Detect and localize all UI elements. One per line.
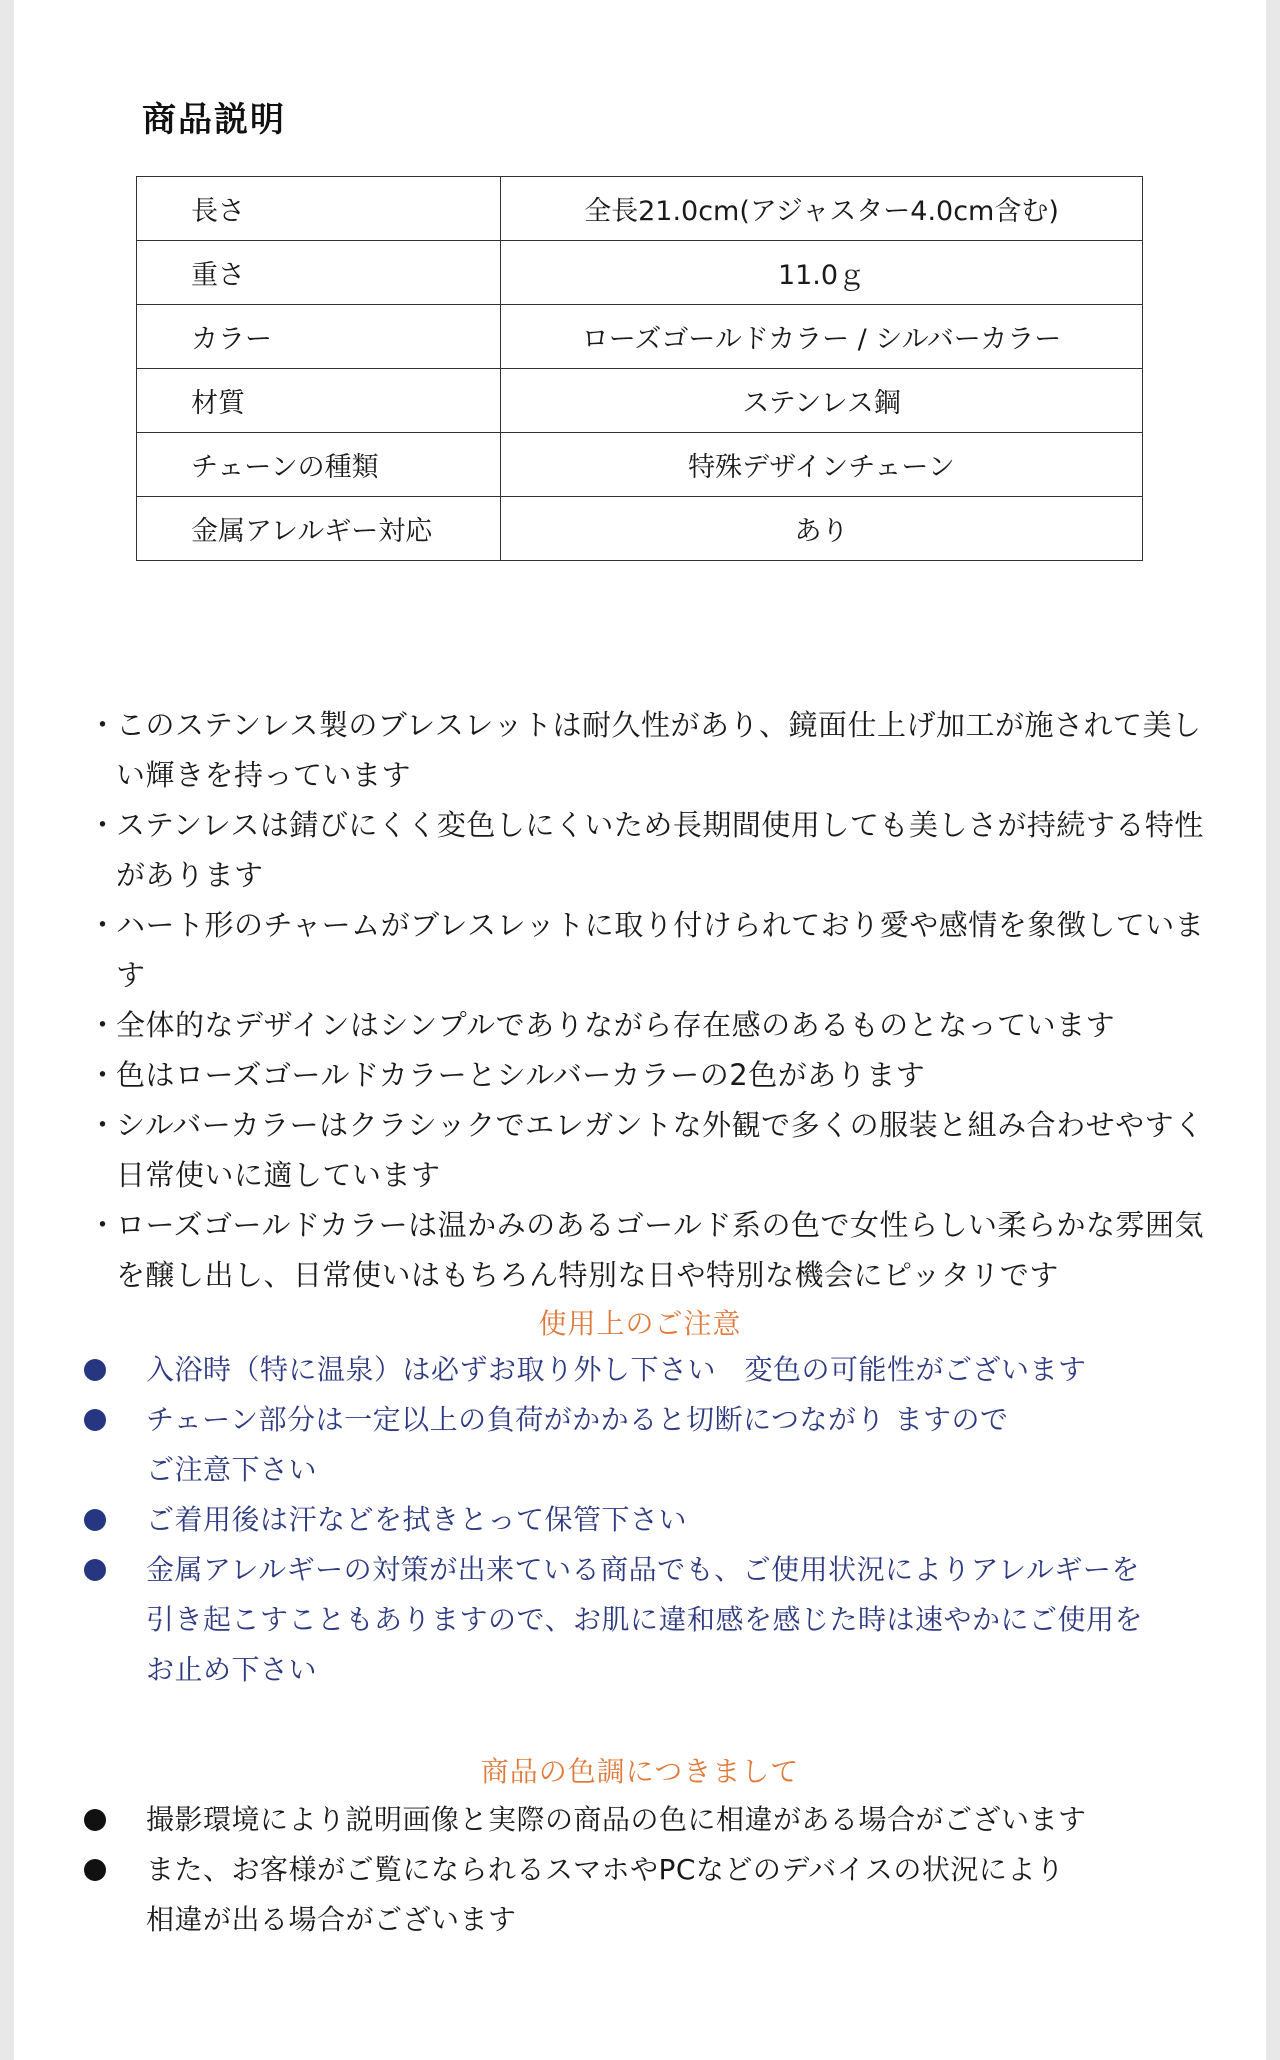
list-item — [72, 1795, 1222, 1845]
list-item — [72, 1845, 1222, 1945]
spec-table — [136, 176, 1143, 561]
spec-value: ステンレス鋼 — [501, 369, 1143, 433]
spec-label: チェーンの種類 — [137, 433, 501, 497]
caution-text: 金属アレルギーの対策が出来ている商品でも、ご使用状況によりアレルギーを 引き起こすこともありますので、お肌に違和感を感じた時は速やかにご使用を お止め下さい — [146, 1553, 1143, 1686]
list-item — [82, 1000, 1222, 1050]
caution-text: 入浴時（特に温泉）は必ずお取り外し下さい 変色の可能性がございます — [146, 1353, 1087, 1386]
list-item-text: ステンレスは錆びにくく変色しにくいため長期間使用しても美しさが持続する特性があります — [116, 808, 1204, 892]
bullet-circle-icon — [84, 1409, 106, 1431]
spec-label: カラー — [137, 305, 501, 369]
table-row — [137, 305, 1143, 369]
spec-label: 重さ — [137, 241, 501, 305]
bullet-circle-icon — [84, 1559, 106, 1581]
bullet-circle-icon — [84, 1859, 106, 1881]
caution-text: ご着用後は汗などを拭きとって保管下さい — [146, 1503, 687, 1536]
page-title: 商品説明 — [142, 100, 286, 140]
table-row — [137, 241, 1143, 305]
bullet-dot: ・ — [88, 1058, 118, 1092]
list-item-text: ハート形のチャームがブレスレットに取り付けられており愛や感情を象徴しています — [116, 908, 1205, 992]
list-item — [82, 900, 1222, 1000]
bullet-circle-icon — [84, 1359, 106, 1381]
bullet-dot: ・ — [88, 708, 118, 742]
list-item-text: このステンレス製のブレスレットは耐久性があり、鏡面仕上げ加工が施されて美しい輝きを持っています — [116, 708, 1202, 792]
color-tone-section-title: 商品の色調につきまして — [480, 1755, 800, 1788]
list-item — [72, 1345, 1222, 1395]
list-item-text: 色はローズゴールドカラーとシルバーカラーの2色があります — [116, 1058, 926, 1092]
product-description-page — [14, 0, 1266, 2060]
list-item — [72, 1495, 1222, 1545]
spec-value: 11.0ｇ — [501, 241, 1143, 305]
description-list — [82, 700, 1222, 1300]
bullet-dot: ・ — [88, 808, 118, 842]
spec-value: 特殊デザインチェーン — [501, 433, 1143, 497]
list-item-text: 全体的なデザインはシンプルでありながら存在感のあるものとなっています — [116, 1008, 1116, 1042]
spec-value: ローズゴールドカラー / シルバーカラー — [501, 305, 1143, 369]
caution-list — [72, 1345, 1222, 1695]
list-item — [82, 1200, 1222, 1300]
bullet-dot: ・ — [88, 1208, 118, 1242]
bullet-dot: ・ — [88, 1108, 118, 1142]
bullet-circle-icon — [84, 1809, 106, 1831]
color-tone-text: また、お客様がご覧になられるスマホやPCなどのデバイスの状況により 相違が出る場合がございます — [146, 1853, 1065, 1936]
spec-label: 金属アレルギー対応 — [137, 497, 501, 561]
bullet-dot: ・ — [88, 908, 118, 942]
table-row — [137, 433, 1143, 497]
list-item-text: シルバーカラーはクラシックでエレガントな外観で多くの服装と組み合わせやすく日常使いに適しています — [116, 1108, 1204, 1192]
list-item — [82, 1100, 1222, 1200]
color-tone-text: 撮影環境により説明画像と実際の商品の色に相違がある場合がございます — [146, 1803, 1087, 1836]
list-item — [72, 1545, 1222, 1695]
color-tone-list — [72, 1795, 1222, 1945]
list-item-text: ローズゴールドカラーは温かみのあるゴールド系の色で女性らしい柔らかな雰囲気を醸し出し、日常使いはもちろん特別な日や特別な機会にピッタリです — [116, 1208, 1205, 1292]
table-row — [137, 177, 1143, 241]
list-item — [82, 700, 1222, 800]
list-item — [82, 1050, 1222, 1100]
list-item — [72, 1395, 1222, 1495]
list-item — [82, 800, 1222, 900]
spec-value: 全長21.0cm(アジャスター4.0cm含む) — [501, 177, 1143, 241]
spec-value: あり — [501, 497, 1143, 561]
caution-section-title: 使用上のご注意 — [538, 1307, 742, 1340]
bullet-circle-icon — [84, 1509, 106, 1531]
spec-label: 材質 — [137, 369, 501, 433]
spec-label: 長さ — [137, 177, 501, 241]
table-row — [137, 497, 1143, 561]
bullet-dot: ・ — [88, 1008, 118, 1042]
caution-text: チェーン部分は一定以上の負荷がかかると切断につながり ますので ご注意下さい — [146, 1403, 1009, 1486]
table-row — [137, 369, 1143, 433]
